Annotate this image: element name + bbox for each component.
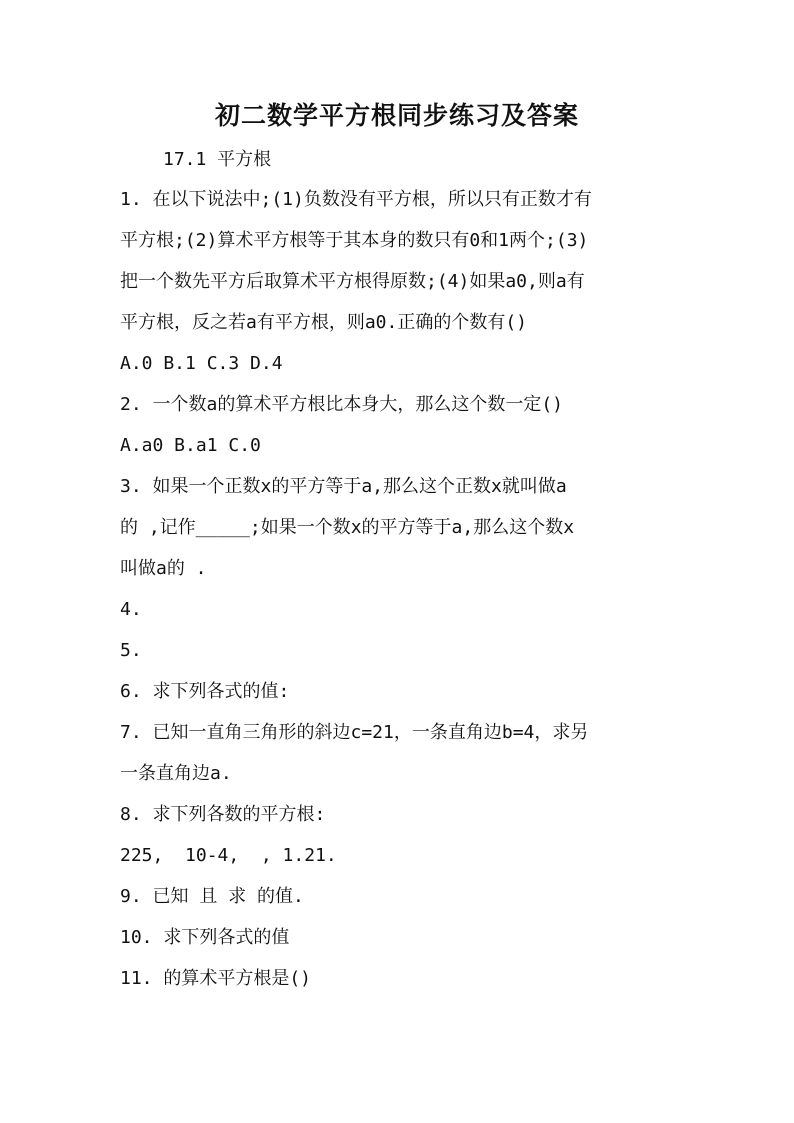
text-line: 11. 的算术平方根是()	[120, 968, 312, 989]
text-line: 把一个数先平方后取算术平方根得原数;(4)如果a0,则a有	[120, 271, 585, 292]
text-line: 7. 已知一直角三角形的斜边c=21，一条直角边b=4，求另	[120, 722, 589, 743]
text-line: 平方根，反之若a有平方根，则a0.正确的个数有()	[120, 312, 528, 333]
text-line: 4.	[120, 599, 142, 620]
text-line: 9. 已知 且 求 的值.	[120, 886, 304, 907]
text-line: 2. 一个数a的算术平方根比本身大，那么这个数一定()	[120, 394, 564, 415]
text-line: A.a0 B.a1 C.0	[120, 435, 261, 456]
text-line: 平方根;(2)算术平方根等于其本身的数只有0和1两个;(3)	[120, 230, 589, 251]
document-body	[120, 186, 680, 1006]
text-line: 6. 求下列各式的值:	[120, 681, 290, 702]
text-line: A.0 B.1 C.3 D.4	[120, 353, 283, 374]
text-line: 1. 在以下说法中;(1)负数没有平方根，所以只有正数才有	[120, 189, 592, 210]
document-title: 初二数学平方根同步练习及答案	[214, 101, 579, 130]
text-line: 3. 如果一个正数x的平方等于a,那么这个正数x就叫做a	[120, 476, 567, 497]
text-line: 5.	[120, 640, 142, 661]
text-line: 225, 10-4, , 1.21.	[120, 845, 337, 866]
text-line: 8. 求下列各数的平方根:	[120, 804, 326, 825]
text-line: 10. 求下列各式的值	[120, 927, 290, 948]
text-line: 的 ,记作_____;如果一个数x的平方等于a,那么这个数x	[120, 517, 575, 538]
text-line: 叫做a的 .	[120, 558, 207, 579]
text-line: 一条直角边a.	[120, 763, 232, 784]
section-heading: 17.1 平方根	[163, 149, 272, 170]
